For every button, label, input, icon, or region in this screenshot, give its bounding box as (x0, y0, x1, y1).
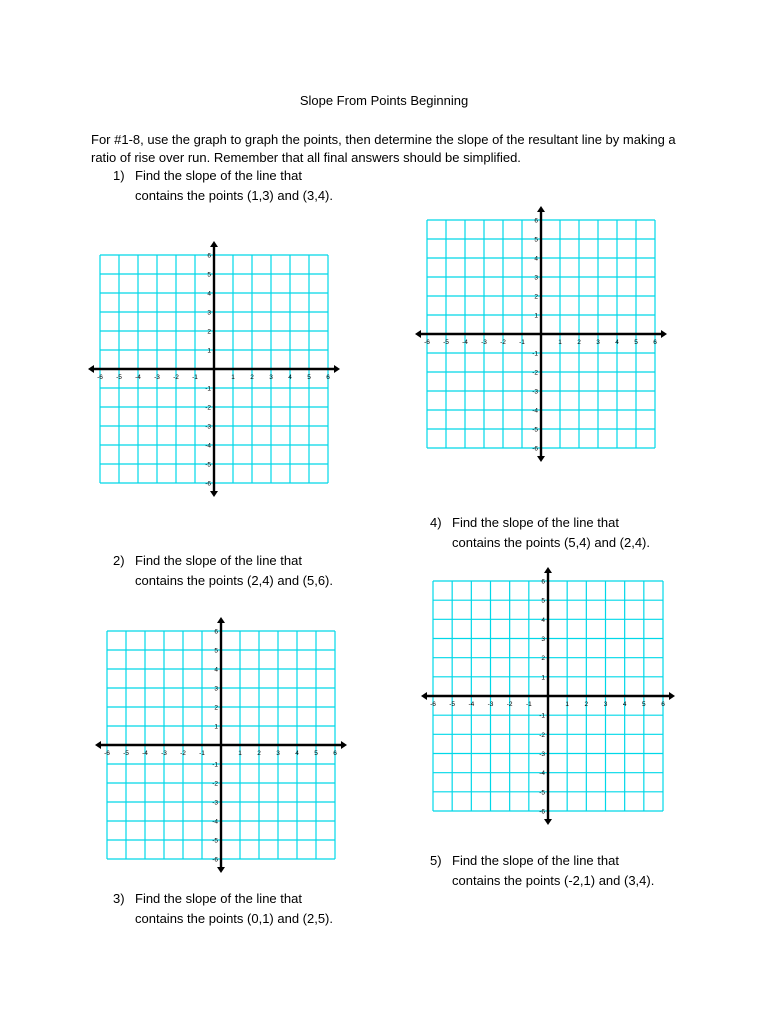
x-tick-label: -4 (142, 750, 148, 757)
y-tick-label: -6 (539, 808, 545, 816)
x-tick-label: 3 (596, 339, 600, 346)
x-tick-label: 1 (558, 339, 562, 346)
problem-line-2: contains the points (1,3) and (3,4). (135, 188, 334, 203)
problem-line-2: contains the points (0,1) and (2,5). (135, 911, 334, 926)
x-axis-arrow-left-icon (88, 365, 94, 373)
x-axis-arrow-right-icon (341, 741, 347, 749)
y-tick-label: -5 (539, 789, 545, 797)
problem-line-1: Find the slope of the line that (452, 515, 619, 530)
y-tick-label: -1 (539, 712, 545, 720)
y-tick-label: -3 (212, 799, 218, 807)
y-tick-label: -1 (212, 761, 218, 769)
y-tick-label: -3 (539, 751, 545, 758)
y-tick-label: 5 (214, 647, 218, 655)
x-tick-label: 2 (257, 750, 261, 757)
problem-line-1: Find the slope of the line that (135, 891, 302, 906)
y-tick-label: 3 (207, 309, 211, 317)
y-tick-label: -2 (532, 369, 538, 377)
x-tick-label: 6 (333, 750, 337, 757)
y-tick-label: 4 (207, 290, 211, 298)
y-axis-arrow-up-icon (544, 567, 552, 573)
x-tick-label: -2 (180, 750, 186, 757)
y-tick-label: 1 (214, 723, 218, 731)
x-tick-label: 4 (622, 701, 627, 708)
y-tick-label: 1 (534, 312, 538, 320)
x-tick-label: -4 (135, 374, 141, 381)
x-tick-label: -6 (104, 750, 110, 757)
y-tick-label: 5 (534, 236, 538, 244)
y-tick-label: 5 (207, 271, 211, 279)
y-tick-label: -4 (539, 770, 545, 778)
y-tick-label: -2 (212, 780, 218, 788)
x-axis-arrow-right-icon (334, 365, 340, 373)
y-tick-label: -4 (532, 407, 538, 415)
x-tick-label: -4 (462, 339, 468, 346)
y-axis-arrow-down-icon (217, 867, 225, 873)
y-tick-label: 1 (207, 347, 211, 355)
x-tick-label: 6 (661, 701, 665, 708)
problem-line-2: contains the points (-2,1) and (3,4). (452, 873, 655, 888)
x-tick-label: 2 (577, 339, 581, 346)
x-tick-label: -1 (199, 750, 205, 757)
x-axis-arrow-right-icon (661, 330, 667, 338)
y-tick-label: 5 (541, 597, 545, 605)
x-axis-arrow-right-icon (669, 692, 675, 700)
y-tick-label: 6 (534, 217, 538, 225)
x-tick-label: -1 (192, 374, 198, 381)
y-tick-label: -6 (212, 856, 218, 864)
x-tick-label: 5 (634, 339, 638, 346)
y-tick-label: -4 (212, 818, 218, 826)
y-tick-label: -5 (532, 426, 538, 434)
x-tick-label: 4 (295, 750, 299, 757)
y-axis-arrow-up-icon (210, 241, 218, 247)
page-title: Slope From Points Beginning (299, 93, 469, 108)
x-axis-arrow-left-icon (421, 692, 427, 700)
problem-line-2: contains the points (5,4) and (2,4). (452, 535, 651, 550)
y-tick-label: -4 (205, 442, 211, 450)
y-tick-label: 1 (541, 674, 545, 682)
coordinate-grid-5[interactable] (416, 567, 680, 825)
x-tick-label: 1 (565, 701, 569, 708)
problem-line-1: Find the slope of the line that (452, 853, 619, 868)
instructions: For #1-8, use the graph to graph the points, then determine the slope of the resultant line by making a ratio of rise over run. Remember that all final answers should be simplified. (91, 132, 676, 165)
x-tick-label: -3 (487, 701, 494, 708)
x-tick-label: 1 (238, 750, 242, 757)
x-tick-label: 4 (288, 374, 292, 381)
coordinate-grid-2[interactable] (93, 616, 349, 874)
x-tick-label: 3 (276, 750, 280, 757)
x-axis-arrow-left-icon (415, 330, 421, 338)
x-tick-label: 3 (603, 701, 608, 708)
y-axis-arrow-up-icon (217, 617, 225, 623)
y-tick-label: 2 (534, 293, 538, 301)
y-tick-label: -3 (532, 388, 538, 396)
y-tick-label: 6 (541, 578, 545, 586)
y-tick-label: 2 (207, 328, 211, 336)
problem-number: 5) (430, 853, 442, 868)
x-tick-label: 5 (314, 750, 318, 757)
x-tick-label: 4 (615, 339, 619, 346)
x-tick-label: -6 (430, 701, 436, 708)
x-tick-label: 2 (250, 374, 254, 381)
y-tick-label: -1 (205, 385, 211, 393)
x-tick-label: -4 (468, 701, 475, 708)
y-tick-label: -2 (205, 404, 211, 412)
y-tick-label: 4 (541, 616, 545, 624)
problem-number: 4) (430, 515, 442, 530)
x-tick-label: -5 (116, 374, 122, 381)
x-tick-label: 5 (307, 374, 311, 381)
x-tick-label: -2 (506, 701, 513, 708)
y-tick-label: 2 (214, 704, 218, 712)
y-tick-label: -2 (539, 731, 545, 739)
problem-line-1: Find the slope of the line that (135, 168, 302, 183)
y-axis-arrow-up-icon (537, 206, 545, 212)
coordinate-grid-4[interactable] (413, 205, 669, 463)
x-axis-arrow-left-icon (95, 741, 101, 749)
y-axis-arrow-down-icon (537, 456, 545, 462)
y-tick-label: -3 (205, 423, 211, 431)
y-axis-arrow-down-icon (210, 491, 218, 497)
x-tick-label: -6 (97, 374, 103, 381)
problem-number: 3) (113, 891, 125, 906)
x-tick-label: -5 (443, 339, 449, 346)
problem-number: 2) (113, 553, 125, 568)
y-tick-label: -6 (205, 480, 211, 488)
y-axis-arrow-down-icon (544, 819, 552, 825)
y-tick-label: 3 (214, 685, 218, 693)
coordinate-grid-1[interactable] (86, 240, 342, 498)
problem-number: 1) (113, 168, 125, 183)
x-tick-label: 5 (642, 701, 646, 708)
y-tick-label: -5 (212, 837, 218, 845)
y-tick-label: 3 (534, 274, 538, 282)
x-tick-label: -2 (500, 339, 506, 346)
y-tick-label: -5 (205, 461, 211, 469)
y-tick-label: 4 (214, 666, 218, 674)
x-tick-label: -5 (123, 750, 129, 757)
x-tick-label: -3 (161, 750, 167, 757)
x-tick-label: 1 (231, 374, 235, 381)
x-tick-label: -1 (525, 701, 532, 708)
problem-line-2: contains the points (2,4) and (5,6). (135, 573, 334, 588)
x-tick-label: -2 (173, 374, 179, 381)
x-tick-label: -3 (481, 339, 487, 346)
x-tick-label: -5 (449, 701, 456, 708)
y-tick-label: -6 (532, 445, 538, 453)
x-tick-label: -6 (424, 339, 430, 346)
x-tick-label: 6 (653, 339, 657, 346)
y-tick-label: 6 (214, 628, 218, 636)
x-tick-label: -3 (154, 374, 160, 381)
problem-line-1: Find the slope of the line that (135, 553, 302, 568)
y-tick-label: 4 (534, 255, 538, 263)
y-tick-label: 3 (541, 636, 545, 643)
x-tick-label: 3 (269, 374, 273, 381)
y-tick-label: 2 (541, 655, 545, 663)
x-tick-label: -1 (519, 339, 525, 346)
y-tick-label: -1 (532, 350, 538, 358)
x-tick-label: 6 (326, 374, 330, 381)
y-tick-label: 6 (207, 252, 211, 260)
x-tick-label: 2 (584, 701, 589, 708)
